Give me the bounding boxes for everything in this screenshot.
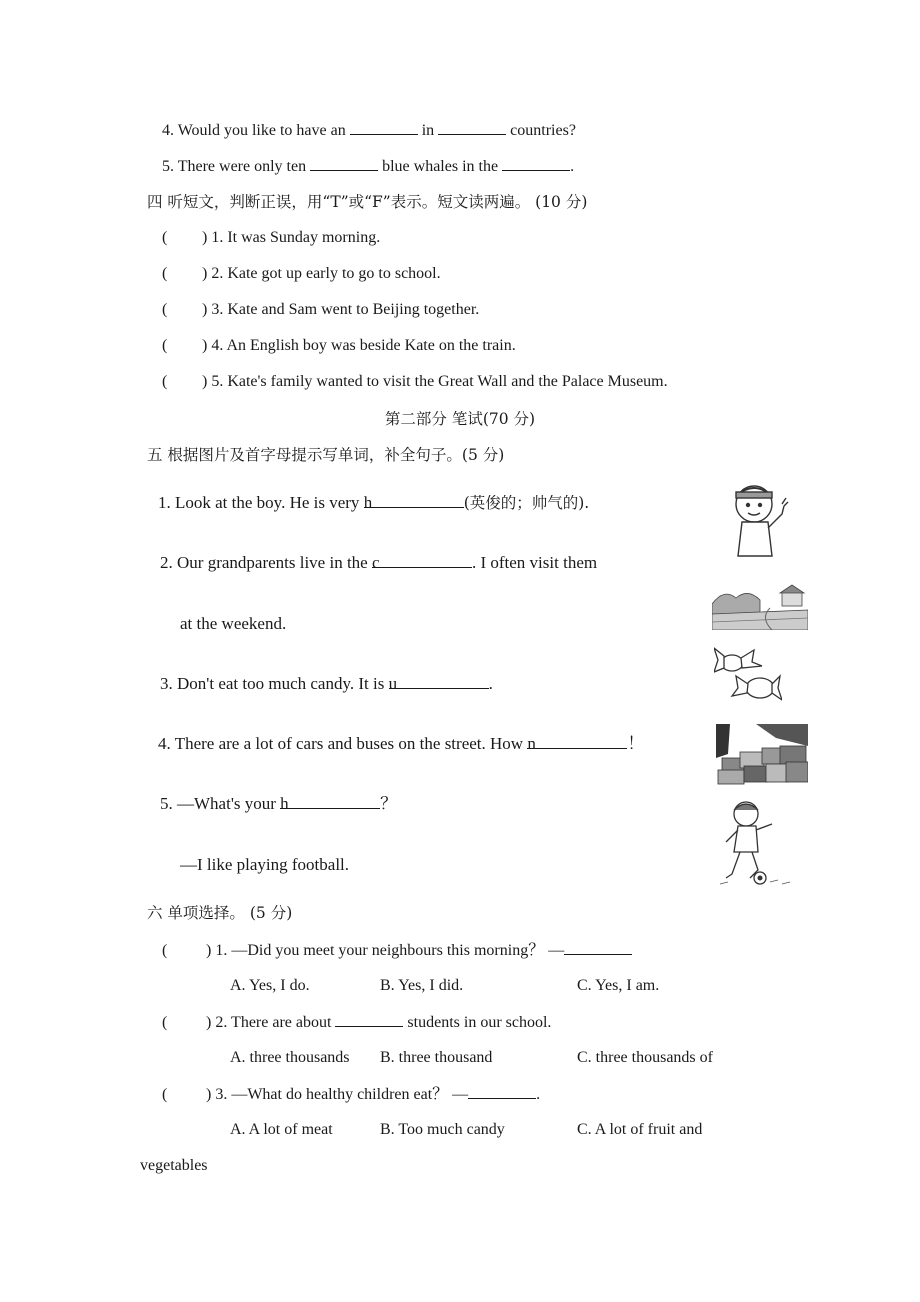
question-5-2-line2: at the weekend.: [180, 614, 287, 633]
option-b[interactable]: B. Too much candy: [380, 1121, 505, 1138]
option-a[interactable]: A. three thousands: [230, 1049, 350, 1066]
answer-paren[interactable]: (: [162, 373, 168, 390]
option-a[interactable]: A. Yes, I do.: [230, 977, 310, 994]
option-b[interactable]: B. Yes, I did.: [380, 977, 464, 994]
section-4-heading: 四 听短文，判断正误，用“T”或“F”表示。短文读两遍。 (10 分): [147, 193, 588, 211]
answer-blank[interactable]: [502, 156, 570, 171]
answer-paren[interactable]: (: [162, 1014, 168, 1031]
handsome-boy-picture: [728, 478, 792, 560]
option-b[interactable]: B. three thousand: [380, 1049, 493, 1066]
question-5-2: 2. Our grandparents live in the c . I often visit them: [160, 553, 598, 572]
tf-item: ( ) 3. Kate and Sam went to Beijing together.: [162, 301, 480, 318]
option-c[interactable]: C. three thousands of: [577, 1049, 713, 1066]
option-c-wrap: vegetables: [140, 1157, 208, 1174]
countryside-picture: [712, 584, 808, 630]
answer-paren[interactable]: (: [162, 301, 168, 318]
answer-blank[interactable]: [335, 1012, 403, 1027]
answer-blank[interactable]: n: [527, 734, 627, 749]
answer-paren[interactable]: (: [162, 942, 168, 959]
question-5-4: 4. There are a lot of cars and buses on the street. How n ！: [158, 734, 645, 753]
question-5-3: 3. Don't eat too much candy. It is u .: [160, 674, 493, 693]
answer-blank[interactable]: h: [364, 493, 464, 508]
answer-paren[interactable]: (: [162, 229, 168, 246]
answer-blank[interactable]: h: [280, 794, 380, 809]
question-5-1: 1. Look at the boy. He is very h (英俊的；帅气的).: [158, 493, 590, 512]
option-c[interactable]: C. Yes, I am.: [577, 977, 660, 994]
answer-paren[interactable]: (: [162, 1086, 168, 1103]
section-5-heading: 五 根据图片及首字母提示写单词，补全句子。(5 分): [147, 446, 505, 464]
choice-question-2: ( ) 2. There are about students in our school.: [162, 1014, 552, 1031]
question-5-5: 5. —What's your h ？: [160, 794, 398, 813]
part-2-title: 第二部分 笔试(70 分): [384, 410, 536, 428]
section-6-heading: 六 单项选择。 (5 分): [147, 904, 293, 922]
answer-blank[interactable]: [310, 156, 378, 171]
answer-blank[interactable]: [438, 120, 506, 135]
choice-question-1: ( ) 1. —Did you meet your neighbours this morning？ —: [162, 940, 632, 961]
tf-item: ( ) 1. It was Sunday morning.: [162, 229, 381, 246]
answer-blank[interactable]: [350, 120, 418, 135]
answer-paren[interactable]: (: [162, 337, 168, 354]
answer-blank[interactable]: c: [372, 553, 472, 568]
answer-blank[interactable]: [468, 1084, 536, 1099]
question-5-5-line2: —I like playing football.: [180, 855, 350, 874]
answer-paren[interactable]: (: [162, 265, 168, 282]
option-a[interactable]: A. A lot of meat: [230, 1121, 333, 1138]
question-3-5: 5. There were only ten blue whales in the .: [162, 158, 575, 175]
tf-item: ( ) 5. Kate's family wanted to visit the Great Wall and the Palace Museum.: [162, 373, 668, 390]
boy-football-picture: [716, 798, 798, 888]
answer-blank[interactable]: [564, 940, 632, 955]
option-c[interactable]: C. A lot of fruit and: [577, 1121, 703, 1138]
question-3-4: 4. Would you like to have an in countries?: [162, 122, 576, 139]
candy-picture: [714, 646, 782, 706]
answer-blank[interactable]: u: [389, 674, 489, 689]
choice-question-3: ( ) 3. —What do healthy children eat？ — .: [162, 1086, 541, 1103]
tf-item: ( ) 4. An English boy was beside Kate on the train.: [162, 337, 516, 354]
traffic-jam-picture: [716, 724, 808, 786]
tf-item: ( ) 2. Kate got up early to go to school.: [162, 265, 441, 282]
